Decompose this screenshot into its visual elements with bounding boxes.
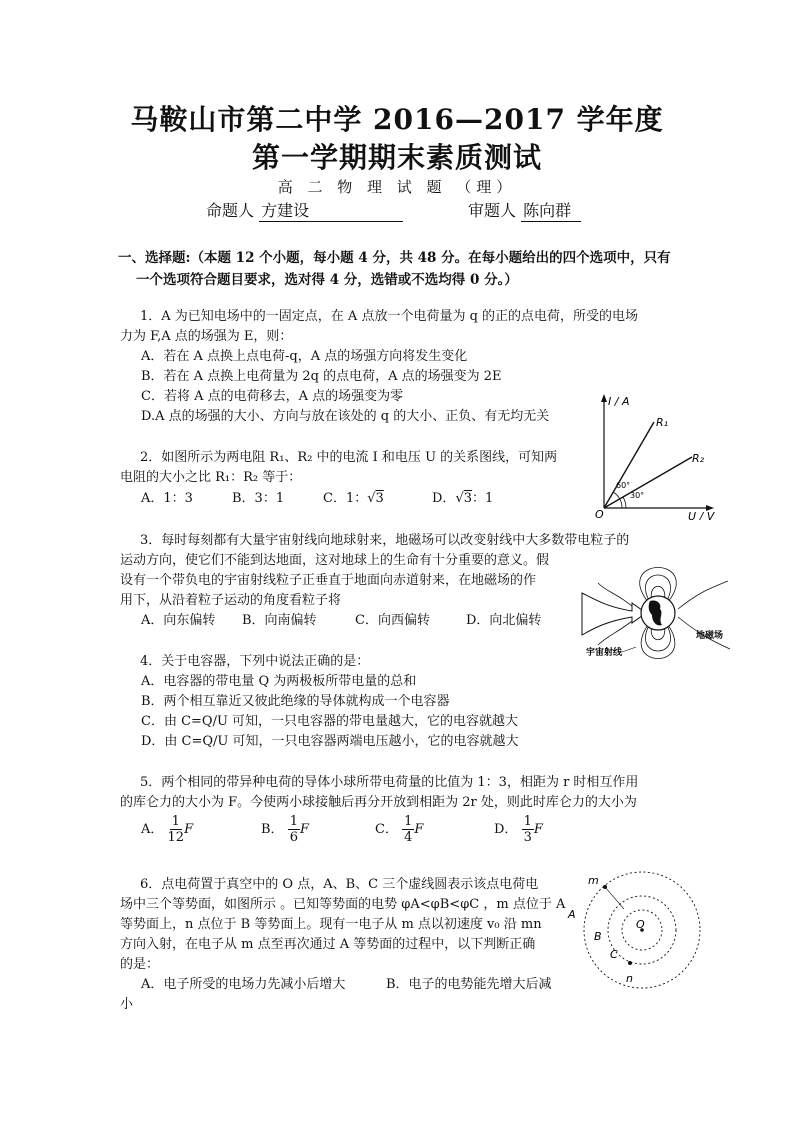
q5-option-b: B． $\frac{1}{6}$ F <box>261 814 310 845</box>
q1-stem-1: 1．A 为已知电场中的一固定点，在 A 点放一个电荷量为 q 的正的点电荷，所受的电场 <box>140 309 639 324</box>
label-c: C <box>610 948 618 961</box>
section-heading-line-1: 一、选择题:（本题 12 个小题，每小题 4 分，共 48 分。在每小题给出的四个选项中，只有 <box>118 250 671 266</box>
q2-iu-graph <box>592 390 722 520</box>
q1-option-d: D.A 点的场强的大小、方向与放在该处的 q 的大小、正负、有无均无关 <box>141 409 550 424</box>
section-heading-line-2: 一个选项符合题目要求，选对得 4 分，选错或不选均得 0 分。） <box>136 272 518 288</box>
q6-equipotential-figure <box>566 866 706 996</box>
graph-origin-label: O <box>595 508 604 520</box>
q2-stem-1: 2．如图所示为两电阻 R₁、R₂ 中的电流 I 和电压 U 的关系图线，可知两 <box>140 450 558 465</box>
fraction: $\frac{1}{4}$ <box>404 814 413 845</box>
angle-60-label: 60° <box>616 481 631 490</box>
label-b: B <box>594 930 602 943</box>
title-line-2: 第一学期期末素质测试 <box>251 141 542 174</box>
q3-stem-2: 运动方向，使它们不能到达地面，这对地球上的生命有十分重要的意义。假 <box>120 553 550 568</box>
label-o: O <box>636 918 645 931</box>
r2-label: R₂ <box>692 452 705 465</box>
q3-stem-4: 用下，从沿着粒子运动的角度看粒子将 <box>120 593 342 608</box>
q2-stem-2: 电阻的大小之比 R₁：R₂ 等于： <box>120 470 302 485</box>
cosmic-ray-arrow <box>582 593 646 635</box>
q4-option-c: C．由 C=Q/U 可知，一只电容器的带电量越大，它的电容就越大 <box>141 714 519 729</box>
point-n <box>628 961 632 965</box>
q2-option-a: A．1：3 <box>141 491 193 506</box>
q3-option-d: D．向北偏转 <box>466 613 542 628</box>
q5-stem-2: 的库仑力的大小为 F。今使两小球接触后再分开放到相距为 2r 处，则此时库仑力的大小为 <box>120 795 637 810</box>
label-a: A <box>568 908 576 921</box>
q6-option-a: A．电子所受的电场力先减小后增大 <box>141 977 346 992</box>
q4-option-b: B．两个相互靠近又彼此绝缘的导体就构成一个电容器 <box>141 694 450 709</box>
sqrt-symbol: √ <box>367 491 376 506</box>
q6-stem-4: 方向入射，在电子从 m 点至再次通过 A 等势面的过程中，以下判断正确 <box>120 937 536 952</box>
r1-line <box>604 422 654 508</box>
author-name: 方建设 <box>259 198 403 222</box>
q5-option-c: C． $\frac{1}{4}$ F <box>375 814 424 845</box>
q6-stem-3: 等势面上，n 点位于 B 等势面上。现有一电子从 m 点以初速度 v₀ 沿 mn <box>120 917 542 932</box>
fraction: $\frac{1}{12}$ <box>167 814 185 845</box>
label-m: m <box>588 874 599 887</box>
reviewer-name: 陈向群 <box>521 198 581 222</box>
q6-option-b-continued: 小 <box>120 997 134 1012</box>
graph-y-label: I / A <box>608 395 630 408</box>
author-line <box>206 198 403 222</box>
q1-option-b: B．若在 A 点换上电荷量为 2q 的点电荷，A 点的场强变为 2E <box>141 369 502 384</box>
title-line-1: 马鞍山市第二中学 2016—2017 学年度 <box>130 103 664 136</box>
subtitle: 高 二 物 理 试 题 （理） <box>277 178 517 196</box>
q4-stem: 4．关于电容器，下列中说法正确的是： <box>140 654 370 669</box>
q1-option-a: A．若在 A 点换上点电荷-q，A 点的场强方向将发生变化 <box>141 349 468 364</box>
q1-stem-2: 力为 F,A 点的场强为 E，则： <box>120 329 293 344</box>
q3-option-b: B．向南偏转 <box>242 613 317 628</box>
fraction: $\frac{1}{3}$ <box>523 814 532 845</box>
q4-option-d: D．由 C=Q/U 可知，一只电容器两端电压越小，它的电容就越大 <box>141 734 519 749</box>
q3-stem-1: 3．每时每刻都有大量宇宙射线向地球射来，地磁场可以改变射线中大多数带电粒子的 <box>140 533 630 548</box>
fraction: $\frac{1}{6}$ <box>289 814 298 845</box>
author-label: 命题人 <box>206 201 255 220</box>
q3-option-c: C．向西偏转 <box>355 613 430 628</box>
q3-option-a: A．向东偏转 <box>141 613 216 628</box>
q1-option-c: C．若将 A 点的电荷移去，A 点的场强变为零 <box>141 389 404 404</box>
q6-option-b: B．电子的电势能先增大后减 <box>386 977 552 992</box>
graph-x-label: U / V <box>688 510 715 520</box>
label-cosmic-ray: 宇宙射线 <box>586 648 623 658</box>
reviewer-label: 审题人 <box>468 201 517 220</box>
q6-stem-2: 场中三个等势面，如图所示 。已知等势面的电势 φA<φB<φC ，m 点位于 A <box>120 897 566 912</box>
q6-stem-1: 6．点电荷置于真空中的 O 点，A、B、C 三个虚线圆表示该点电荷电 <box>140 877 539 892</box>
q5-stem-1: 5．两个相同的带异种电荷的导体小球所带电荷量的比值为 1：3，相距为 r 时相互作用 <box>140 775 639 790</box>
q2-option-c: C．1：√3 <box>323 491 384 506</box>
r1-label: R₁ <box>656 416 669 429</box>
label-geomagnetic-field: 地磁场 <box>696 631 724 641</box>
reviewer-line <box>468 198 581 222</box>
q3-earth-field-figure <box>578 563 746 663</box>
q4-option-a: A．电容器的带电量 Q 为两极板所带电量的总和 <box>141 674 417 689</box>
sqrt-symbol: √ <box>455 491 464 506</box>
angle-30-label: 30° <box>630 491 645 500</box>
q6-stem-5: 的是： <box>120 957 160 972</box>
q5-option-a: A． $\frac{1}{12}$ F <box>141 814 194 845</box>
label-n: n <box>626 972 633 985</box>
q2-option-d: D．√3：1 <box>432 491 494 506</box>
q2-option-b: B．3：1 <box>232 491 285 506</box>
q3-stem-3: 设有一个带负电的宇宙射线粒子正垂直于地面向赤道射来，在地磁场的作 <box>120 573 537 588</box>
point-m <box>603 885 607 889</box>
q5-option-d: D． $\frac{1}{3}$ F <box>494 814 543 845</box>
